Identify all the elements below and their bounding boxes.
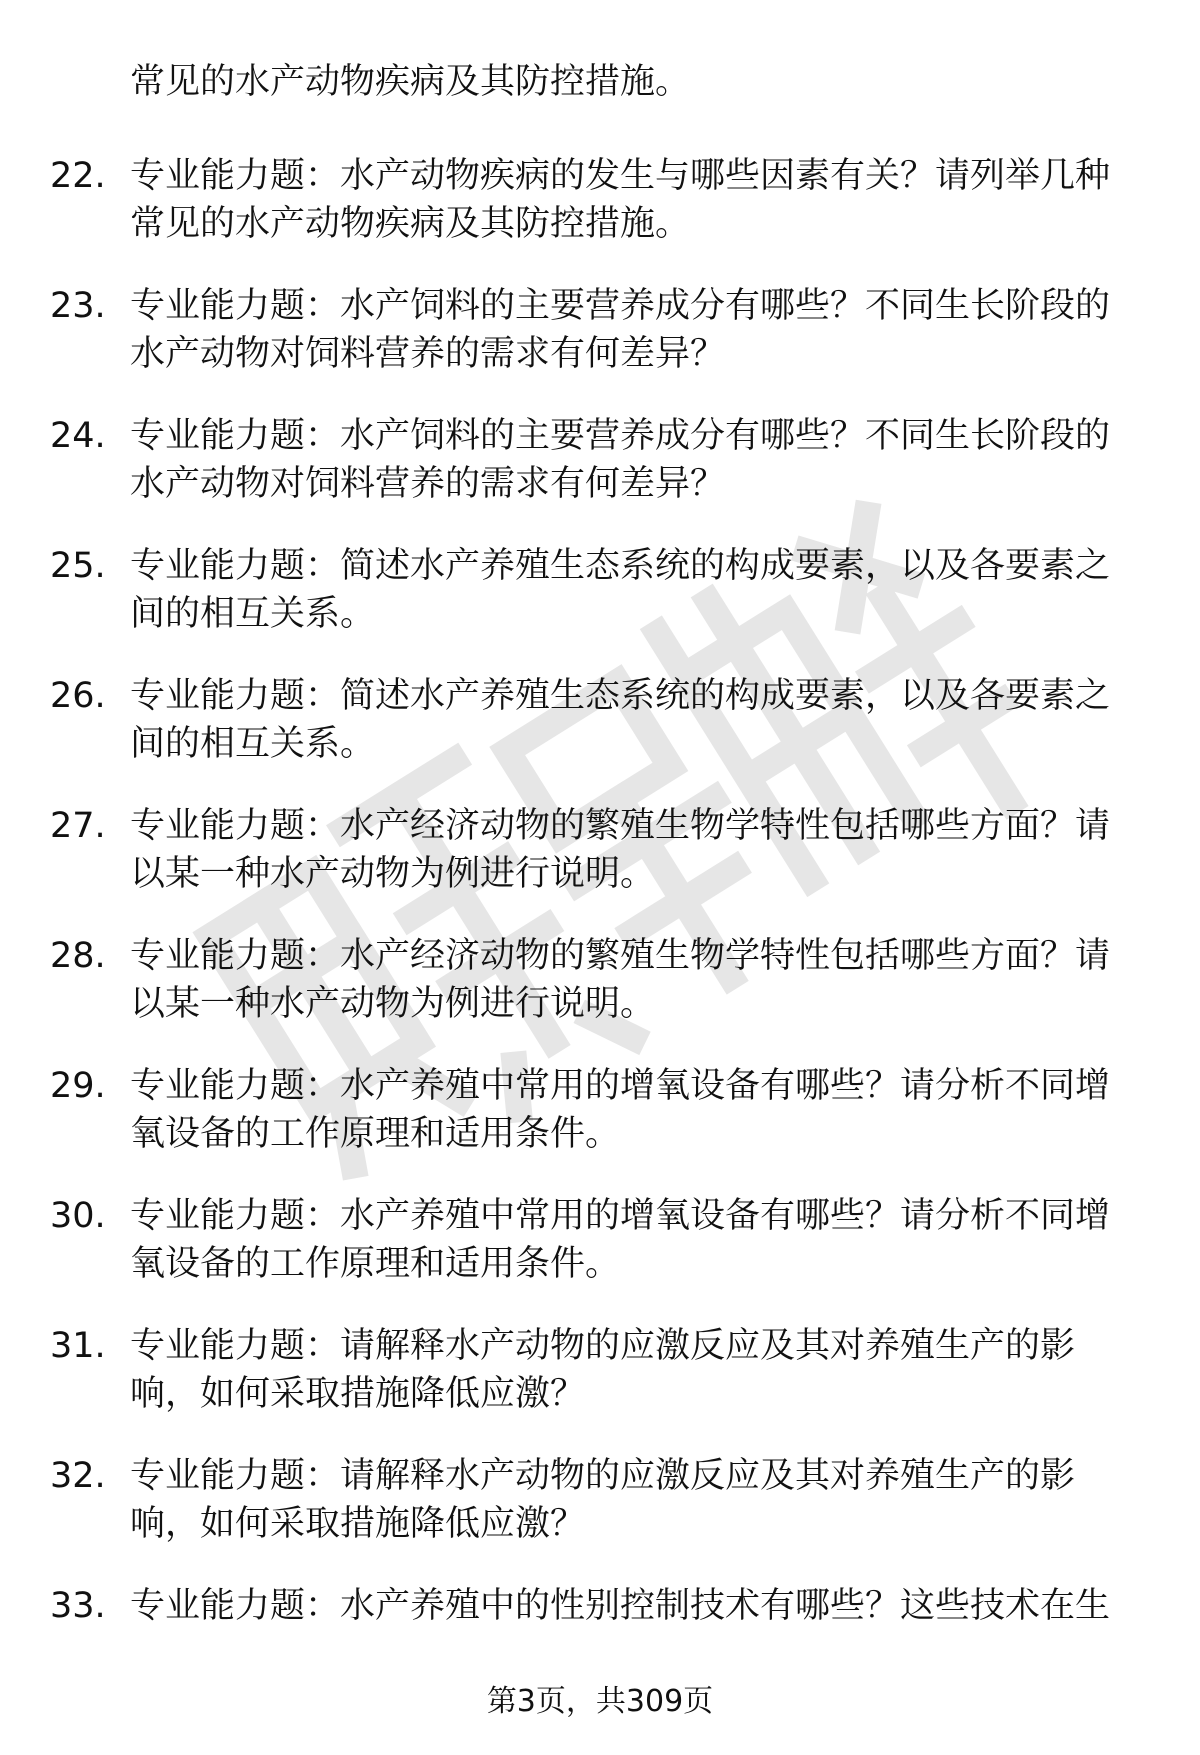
question-item-29 — [0, 1050, 1200, 1180]
page-footer — [0, 1682, 1200, 1722]
question-item-27 — [0, 790, 1200, 920]
question-number: 33. — [50, 1586, 106, 1626]
question-number: 29. — [50, 1066, 106, 1106]
question-item-22 — [0, 140, 1200, 270]
question-text: 专业能力题：水产经济动物的繁殖生物学特性包括哪些方面？请以某一种水产动物为例进行说明。 — [130, 806, 1111, 894]
question-number: 32. — [50, 1456, 106, 1496]
question-number: 31. — [50, 1326, 106, 1366]
question-number: 27. — [50, 806, 106, 846]
question-text: 专业能力题：水产养殖中常用的增氧设备有哪些？请分析不同增氧设备的工作原理和适用条件。 — [130, 1066, 1111, 1154]
question-text: 专业能力题：简述水产养殖生态系统的构成要素，以及各要素之间的相互关系。 — [130, 676, 1111, 764]
question-item-26 — [0, 660, 1200, 790]
question-number: 30. — [50, 1196, 106, 1236]
question-number: 22. — [50, 156, 106, 196]
question-number: 24. — [50, 416, 106, 456]
question-text: 专业能力题：简述水产养殖生态系统的构成要素，以及各要素之间的相互关系。 — [130, 546, 1111, 634]
question-text: 专业能力题：水产经济动物的繁殖生物学特性包括哪些方面？请以某一种水产动物为例进行说明。 — [130, 936, 1111, 1024]
continued-question-text: 常见的水产动物疾病及其防控措施。 — [130, 62, 691, 102]
question-item-28 — [0, 920, 1200, 1050]
question-text: 专业能力题：水产饲料的主要营养成分有哪些？不同生长阶段的水产动物对饲料营养的需求有何差异？ — [130, 286, 1111, 374]
question-number: 28. — [50, 936, 106, 976]
question-text: 专业能力题：水产饲料的主要营养成分有哪些？不同生长阶段的水产动物对饲料营养的需求有何差异？ — [130, 416, 1111, 504]
question-item-24 — [0, 400, 1200, 530]
question-item-25 — [0, 530, 1200, 660]
page-number-label: 第3页，共309页 — [486, 1684, 714, 1719]
question-list — [0, 140, 1200, 1700]
question-item-23 — [0, 270, 1200, 400]
question-number: 23. — [50, 286, 106, 326]
question-number: 26. — [50, 676, 106, 716]
question-item-32 — [0, 1440, 1200, 1570]
question-text: 专业能力题：请解释水产动物的应激反应及其对养殖生产的影响，如何采取措施降低应激？ — [130, 1326, 1076, 1414]
question-number: 25. — [50, 546, 106, 586]
question-text: 专业能力题：水产养殖中的性别控制技术有哪些？这些技术在生 — [130, 1586, 1111, 1626]
question-item-33 — [0, 1570, 1200, 1700]
question-text: 专业能力题：水产动物疾病的发生与哪些因素有关？请列举几种常见的水产动物疾病及其防控措施。 — [130, 156, 1111, 244]
question-text: 专业能力题：请解释水产动物的应激反应及其对养殖生产的影响，如何采取措施降低应激？ — [130, 1456, 1076, 1544]
question-text: 专业能力题：水产养殖中常用的增氧设备有哪些？请分析不同增氧设备的工作原理和适用条件。 — [130, 1196, 1111, 1284]
question-item-30 — [0, 1180, 1200, 1310]
question-item-31 — [0, 1310, 1200, 1440]
